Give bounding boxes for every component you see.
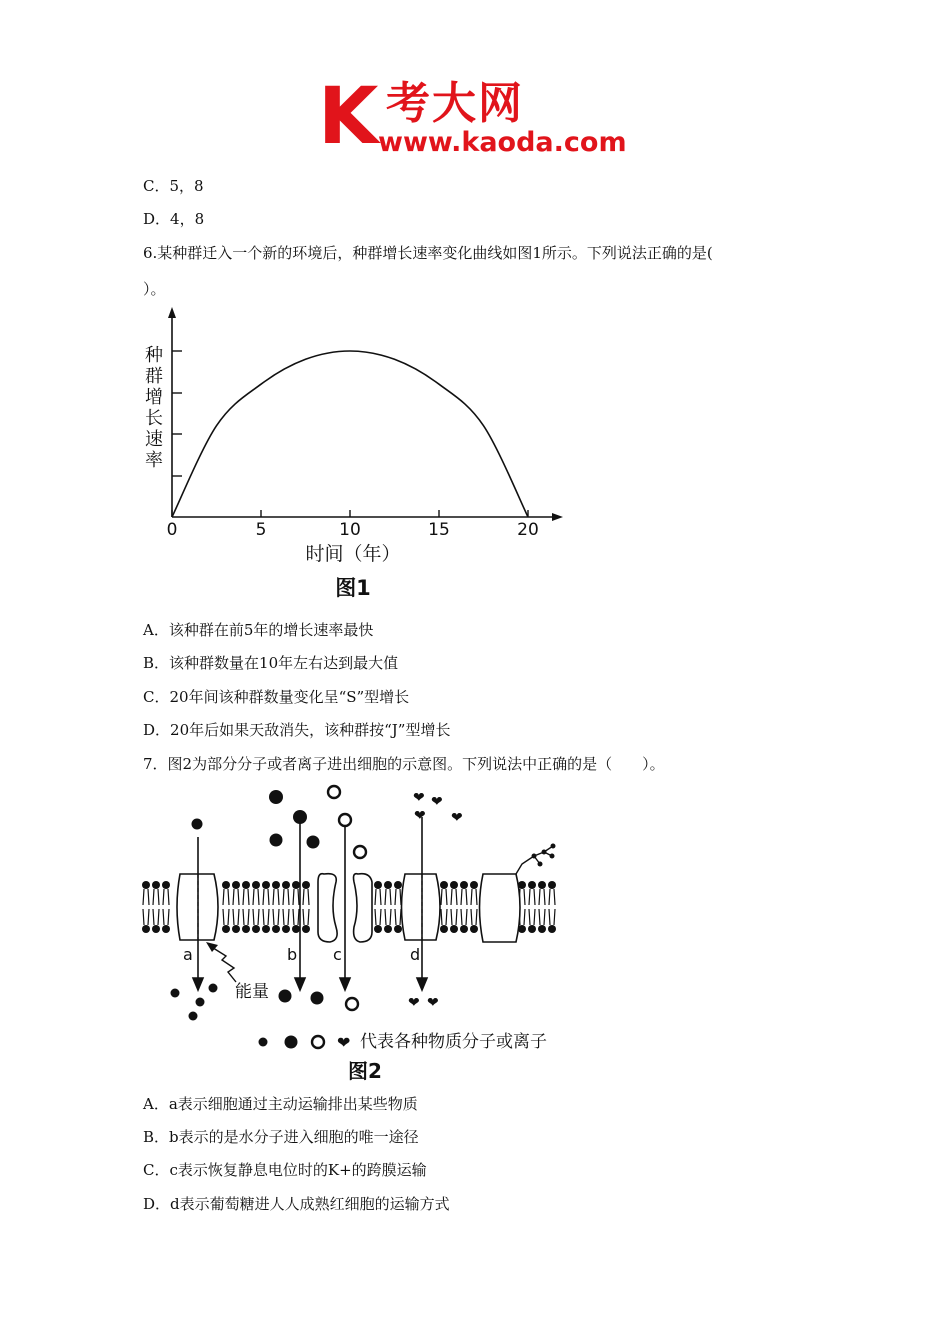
lipid-head — [548, 925, 556, 933]
lipid-tail — [253, 909, 259, 925]
lipid-tail — [283, 909, 289, 925]
molecule-heart: ❤ — [413, 790, 425, 806]
molecule-solid-large — [293, 810, 307, 824]
lipid-head — [222, 925, 230, 933]
lipid-head — [272, 881, 280, 889]
lipid-tail — [471, 909, 477, 925]
lipid-head — [374, 881, 382, 889]
lipid-tail — [163, 889, 169, 905]
lipid-tail — [293, 909, 299, 925]
lipid-tail — [549, 909, 555, 925]
lipid-tail — [441, 909, 447, 925]
lipid-tail — [529, 909, 535, 925]
carrier-protein-d — [402, 874, 441, 940]
sugar-node — [550, 854, 555, 859]
q7-option-c: C．c表示恢复静息电位时的K+的跨膜运输 — [143, 1161, 427, 1179]
lipid-tail — [549, 889, 555, 905]
lipid-tail — [441, 889, 447, 905]
lipid-tail — [385, 909, 391, 925]
lipid-tail — [303, 889, 309, 905]
molecule-solid-small — [196, 998, 205, 1007]
logo-k-mark: K — [318, 72, 377, 162]
lipid-head — [470, 925, 478, 933]
sugar-node — [551, 844, 556, 849]
label-a: a — [183, 945, 193, 964]
lipid-head — [538, 925, 546, 933]
lipid-tail — [163, 909, 169, 925]
growth-rate-curve — [172, 351, 528, 517]
lipid-tail — [461, 889, 467, 905]
molecule-solid-large — [269, 790, 283, 804]
sugar-node — [532, 854, 537, 859]
x-ticks — [167, 510, 539, 540]
arrow-d-head — [417, 978, 427, 990]
figure-2-legend: 代表各种物质分子或离子 — [360, 1032, 547, 1052]
legend-solid-small — [259, 1038, 268, 1047]
sugar-chain — [516, 846, 553, 874]
legend-hollow — [312, 1036, 324, 1048]
figure-1-title: 图1 — [335, 576, 371, 600]
lipid-head — [282, 925, 290, 933]
molecule-solid-small — [189, 1012, 198, 1021]
y-ticks — [172, 351, 182, 476]
kaoda-logo — [318, 72, 648, 162]
q7-option-d: D．d表示葡萄糖进人人成熟红细胞的运输方式 — [143, 1195, 450, 1213]
q7-option-a: A．a表示细胞通过主动运输排出某些物质 — [143, 1095, 418, 1113]
energy-label: 能量 — [235, 982, 269, 1002]
lipid-tail — [223, 909, 229, 925]
lipid-tail — [375, 909, 381, 925]
molecule-hollow — [339, 814, 351, 826]
label-d: d — [410, 945, 421, 964]
molecule-heart: ❤ — [414, 808, 426, 824]
x-axis-arrow — [552, 513, 563, 521]
molecule-solid-small — [192, 819, 203, 830]
lipid-tail — [243, 889, 249, 905]
lipid-tail — [385, 889, 391, 905]
sugar-node — [542, 850, 547, 855]
chart-axes — [168, 307, 563, 521]
lipid-head — [302, 925, 310, 933]
lipid-head — [440, 925, 448, 933]
lipid-head — [262, 925, 270, 933]
lipid-tail — [143, 889, 149, 905]
lipid-head — [142, 925, 150, 933]
lipid-head — [162, 881, 170, 889]
molecule-heart: ❤ — [431, 794, 443, 810]
lipid-tail — [273, 889, 279, 905]
legend-solid-large — [285, 1036, 298, 1049]
lipid-head — [374, 925, 382, 933]
arrow-b-head — [295, 978, 305, 990]
lipid-tail — [451, 909, 457, 925]
channel-protein-left — [318, 874, 337, 942]
x-tick-label: 5 — [255, 520, 267, 540]
lipid-head — [262, 881, 270, 889]
lipid-head — [282, 881, 290, 889]
molecule-solid-large — [307, 836, 320, 849]
label-b: b — [287, 945, 298, 964]
lipid-tail — [253, 889, 259, 905]
lipid-tail — [233, 889, 239, 905]
molecule-hollow — [354, 846, 366, 858]
lipid-head — [152, 925, 160, 933]
lipid-tail — [153, 909, 159, 925]
legend-heart: ❤ — [337, 1033, 351, 1052]
q6-stem: 6.某种群迁入一个新的环境后，种群增长速率变化曲线如图1所示。下列说法正确的是( — [143, 244, 713, 262]
lipid-head — [384, 881, 392, 889]
q6-option-c: C．20年间该种群数量变化呈“S”型增长 — [143, 688, 410, 706]
molecule-solid-small — [209, 984, 218, 993]
lipid-tail — [395, 889, 401, 905]
sugar-node — [538, 862, 543, 867]
lipid-head — [460, 881, 468, 889]
channel-protein-right — [354, 874, 373, 942]
lipid-head — [548, 881, 556, 889]
x-tick-label: 20 — [517, 520, 539, 540]
lipid-head — [450, 881, 458, 889]
arrow-c-head — [340, 978, 350, 990]
lipid-head — [450, 925, 458, 933]
molecule-hollow — [346, 998, 358, 1010]
lipid-head — [292, 925, 300, 933]
lipid-head — [460, 925, 468, 933]
glycoprotein — [480, 874, 521, 942]
logo-url: www.kaoda.com — [378, 127, 627, 158]
q6-option-b: B．该种群数量在10年左右达到最大值 — [143, 654, 399, 672]
lipid-tail — [375, 889, 381, 905]
lipid-tail — [243, 909, 249, 925]
lipid-tail — [395, 909, 401, 925]
figure-2-diagram — [140, 782, 590, 1087]
molecule-solid-small — [171, 989, 180, 998]
lipid-head — [394, 925, 402, 933]
lipid-tail — [539, 889, 545, 905]
y-axis-arrow — [168, 307, 176, 318]
q7-option-b: B．b表示的是水分子进入细胞的唯一途径 — [143, 1128, 419, 1146]
lipid-tail — [283, 889, 289, 905]
lipid-tail — [539, 909, 545, 925]
lipid-head — [302, 881, 310, 889]
lipid-head — [242, 881, 250, 889]
lipid-tail — [293, 889, 299, 905]
x-tick-label: 15 — [428, 520, 450, 540]
lipid-head — [470, 881, 478, 889]
lipid-tail — [233, 909, 239, 925]
energy-arrow — [210, 946, 236, 982]
lipid-tail — [263, 909, 269, 925]
lipid-head — [292, 881, 300, 889]
x-tick-label: 10 — [339, 520, 361, 540]
q5-option-c: C．5，8 — [143, 177, 204, 195]
x-axis-label: 时间（年） — [305, 543, 401, 565]
lipid-tail — [451, 889, 457, 905]
lipid-head — [242, 925, 250, 933]
lipid-head — [272, 925, 280, 933]
lipid-head — [394, 881, 402, 889]
molecule-solid-large — [311, 992, 324, 1005]
molecule-solid-large — [279, 990, 292, 1003]
figure-2-title: 图2 — [348, 1059, 382, 1083]
lipid-tail — [263, 889, 269, 905]
lipid-tail — [461, 909, 467, 925]
lipid-head — [162, 925, 170, 933]
label-c: c — [333, 945, 342, 964]
y-axis-label: 种群增长速率 — [145, 345, 163, 471]
lipid-head — [232, 925, 240, 933]
lipid-head — [440, 881, 448, 889]
q6-stem-end: ）。 — [143, 280, 166, 298]
lipid-head — [142, 881, 150, 889]
lipid-tail — [471, 889, 477, 905]
lipid-tail — [143, 909, 149, 925]
lipid-tail — [529, 889, 535, 905]
molecule-hollow — [328, 786, 340, 798]
molecule-solid-large — [270, 834, 283, 847]
q7-stem: 7．图2为部分分子或者离子进出细胞的示意图。下列说法中正确的是（ ）。 — [143, 755, 665, 773]
lipid-head — [222, 881, 230, 889]
lipid-tail — [303, 909, 309, 925]
lipid-head — [538, 881, 546, 889]
x-tick-label: 0 — [166, 520, 178, 540]
lipid-head — [252, 881, 260, 889]
lipid-tail — [153, 889, 159, 905]
q5-option-d: D．4，8 — [143, 210, 205, 228]
molecule-heart: ❤ — [451, 810, 463, 826]
lipid-tail — [223, 889, 229, 905]
lipid-head — [528, 881, 536, 889]
molecule-heart: ❤ — [427, 995, 439, 1011]
q6-option-d: D．20年后如果天敌消失，该种群按“J”型增长 — [143, 721, 451, 739]
molecule-heart: ❤ — [408, 995, 420, 1011]
figure-1-chart — [140, 305, 580, 605]
lipid-head — [152, 881, 160, 889]
arrow-a-head — [193, 978, 203, 990]
lipid-head — [384, 925, 392, 933]
lipid-tail — [273, 909, 279, 925]
logo-site-name: 考大网 — [386, 78, 524, 129]
q6-option-a: A．该种群在前5年的增长速率最快 — [143, 621, 374, 639]
lipid-head — [232, 881, 240, 889]
lipid-head — [528, 925, 536, 933]
lipid-head — [252, 925, 260, 933]
